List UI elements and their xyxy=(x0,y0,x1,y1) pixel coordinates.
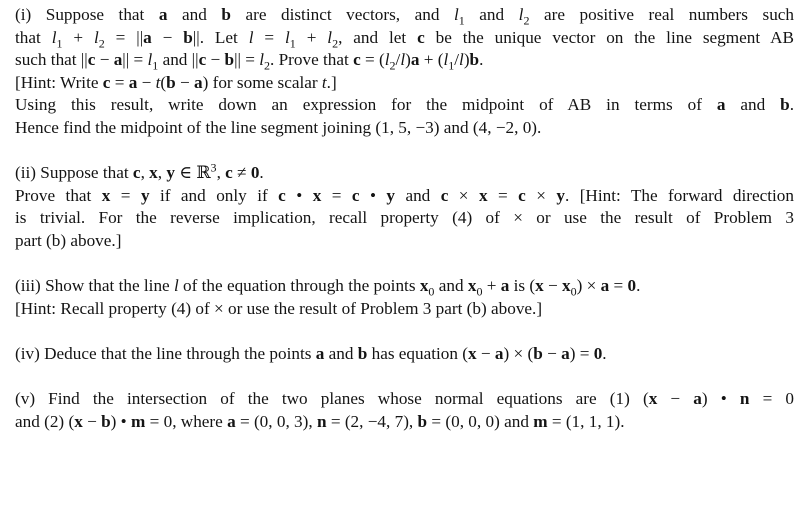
text-line: Prove that x = y if and only if c • x = c • y and c × x = c × y. [Hint: The forward direction xyxy=(15,185,794,205)
text-line: and (2) (x − b) • m = 0, where a = (0, 0, 3), n = (2, −4, 7), b = (0, 0, 0) and m = (1, 1, 1). xyxy=(15,411,625,431)
text-line: [Hint: Recall property (4) of × or use the result of Problem 3 part (b) above.] xyxy=(15,298,543,318)
blank-line xyxy=(15,140,794,163)
text-line: such that $||c - a|| = l_1$ and $||c - b|| = l_2$. Prove that $c = (l_2/l)a + (l_1/l)b$. xyxy=(15,50,484,72)
text-line: Hence find the midpoint of the line segment joining (1, 5, −3) and (4, −2, 0). xyxy=(15,117,542,137)
text-line: Using this result, write down an expression for the midpoint of AB in terms of a and b. xyxy=(15,95,794,115)
text-line: (i) Suppose that a and b are distinct vectors, and $l_1$ and $l_2$ are positive real numbers such xyxy=(15,5,794,27)
text-line: (iii) Show that the line l of the equation through the points $x_0$ and $x_0 + a$ is $(x - x_0) \times a = 0$. xyxy=(15,276,641,298)
text-line: is trivial. For the reverse implication, recall property (4) of × or use the result of Problem 3 xyxy=(15,208,794,228)
text-line: [Hint: Write c = a − t(b − a) for some scalar t.] xyxy=(15,72,337,92)
text-line: (iv) Deduce that the line through the points a and b has equation (x − a) × (b − a) = 0. xyxy=(15,343,607,363)
text-line: (v) Find the intersection of the two planes whose normal equations are (1) (x − a) • n = 0 xyxy=(15,389,794,409)
blank-line xyxy=(15,320,794,343)
text-line: (ii) Suppose that c, x, y ∈ ℝ$^3$, c ≠ 0. xyxy=(15,162,264,183)
text-line: that $l_1 + l_2 = ||a - b||$. Let $l = l_1 + l_2$, and let c be the unique vector on the line segment AB xyxy=(15,27,794,50)
text-line: part (b) above.] xyxy=(15,230,122,250)
blank-line xyxy=(15,253,794,276)
blank-line xyxy=(15,366,794,389)
